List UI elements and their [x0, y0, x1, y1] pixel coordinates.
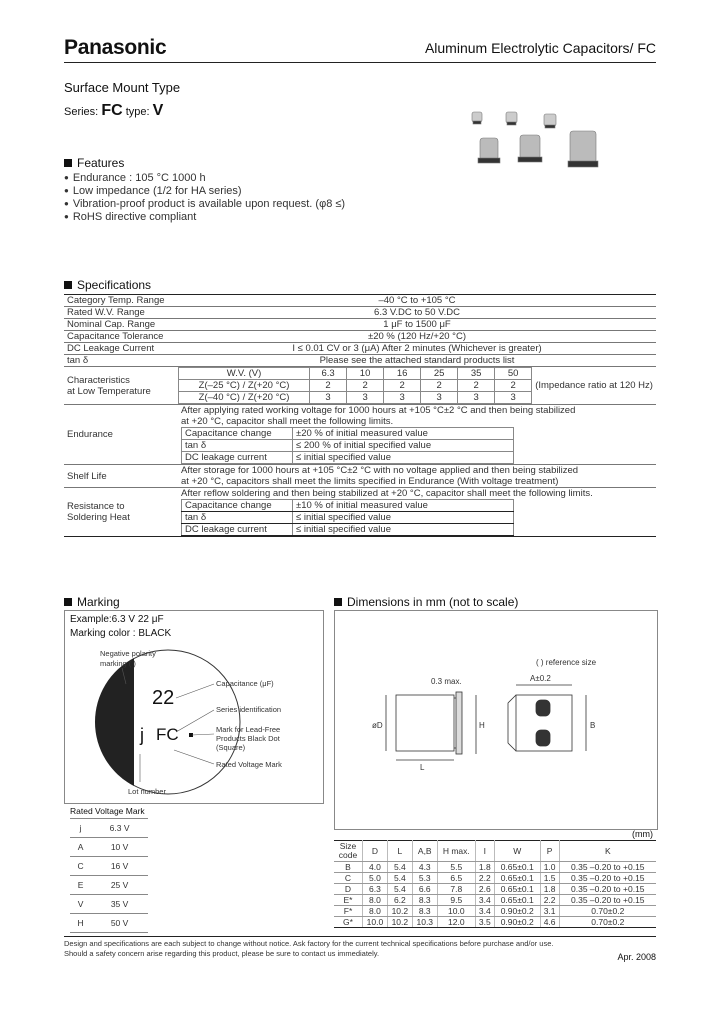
spec-row-soldering	[64, 488, 656, 537]
dim-cell: 8.0	[363, 906, 388, 917]
spec-value: I ≤ 0.01 CV or 3 (μA) After 2 minutes (Whichever is greater)	[178, 343, 656, 355]
ratio-cell: 3	[310, 392, 347, 404]
capacitor-product-image	[470, 108, 600, 183]
dim-cell: 5.4	[387, 873, 412, 884]
dim-cell: 4.3	[412, 862, 437, 873]
rvm-volt: 10 V	[91, 838, 148, 857]
features-heading: Features	[64, 156, 345, 170]
spec-name	[64, 367, 178, 405]
footer-notice	[64, 939, 553, 959]
rvm-volt: 16 V	[91, 857, 148, 876]
dim-cell: 10.3	[412, 917, 437, 928]
series-mark: FC	[156, 725, 179, 744]
dim-cell: 7.8	[437, 884, 475, 895]
dim-a-label: A±0.2	[530, 674, 551, 683]
dim-cell: 9.5	[437, 895, 475, 906]
label-polarity-2: marking ( )	[100, 659, 136, 668]
soldering-limits	[181, 499, 514, 536]
table-row	[334, 917, 656, 928]
dim-cell: 3.1	[540, 906, 559, 917]
limit-label: DC leakage current	[182, 452, 293, 464]
rvm-volt: 50 V	[91, 914, 148, 933]
dim-cell: 8.0	[363, 895, 388, 906]
dim-col-header: L	[387, 841, 412, 862]
marking-heading: Marking	[64, 595, 120, 609]
dim-col-header: A,B	[412, 841, 437, 862]
marking-color: Marking color : BLACK	[70, 628, 172, 639]
spec-name: Nominal Cap. Range	[64, 319, 178, 331]
ratio-cell: 2	[347, 380, 384, 392]
label-capacitance: Capacitance (μF)	[216, 679, 274, 688]
page-title: Aluminum Electrolytic Capacitors/ FC	[424, 40, 656, 56]
dim-cell: 5.3	[412, 873, 437, 884]
ratio-cell: 2	[458, 380, 495, 392]
voltage-cell: 25	[421, 368, 458, 380]
ratio-cell: 3	[421, 392, 458, 404]
voltage-cell: 16	[384, 368, 421, 380]
impedance-ratio-table	[178, 367, 532, 404]
spec-row	[64, 295, 656, 307]
dim-b-label: B	[590, 721, 596, 730]
dim-col-header: H max.	[437, 841, 475, 862]
label-leadfree-2: Products Black Dot	[216, 734, 280, 743]
dim-cell: 0.70±0.2	[559, 906, 656, 917]
table-row	[334, 906, 656, 917]
features-list	[64, 172, 345, 224]
reference-size-note: ( ) reference size	[536, 658, 597, 667]
dim-col-header: K	[559, 841, 656, 862]
brand-logo: Panasonic	[64, 36, 167, 59]
dim-cell: E*	[334, 895, 363, 906]
endurance-line: at +20 °C, capacitor shall meet the following limits.	[181, 416, 394, 427]
shelf-line: After storage for 1000 hours at +105 °C±2 °C with no voltage applied and then being stabilized	[181, 465, 579, 476]
endurance-limits	[181, 427, 514, 464]
dim-cell: 2.6	[475, 884, 494, 895]
rvm-mark: V	[70, 895, 91, 914]
spec-name: Endurance	[64, 405, 178, 465]
spec-value: –40 °C to +105 °C	[178, 295, 656, 307]
shelf-line: at +20 °C, capacitors shall meet the limits specified in Endurance (With voltage treatment)	[181, 476, 559, 487]
dim-cell: 0.70±0.2	[559, 917, 656, 928]
dim-cell: B	[334, 862, 363, 873]
rvm-mark: A	[70, 838, 91, 857]
label-leadfree-3: (Square)	[216, 743, 246, 752]
spec-name: tan δ	[64, 355, 178, 367]
dim-col-header: I	[475, 841, 494, 862]
table-row	[334, 873, 656, 884]
spec-name: Capacitance Tolerance	[64, 331, 178, 343]
impedance-note: (Impedance ratio at 120 Hz)	[532, 367, 656, 405]
dim-cell: 8.3	[412, 906, 437, 917]
rvm-title: Rated Voltage Mark	[70, 806, 145, 816]
dim-cell: 0.65±0.1	[494, 884, 540, 895]
limit-label: Capacitance change	[182, 500, 293, 512]
dim-cell: 2.2	[540, 895, 559, 906]
voltage-cell: 6.3	[310, 368, 347, 380]
feature-item: ● RoHS directive compliant	[64, 211, 345, 224]
dim-cell: 0.65±0.1	[494, 862, 540, 873]
limit-label: Capacitance change	[182, 428, 293, 440]
ratio-cell: 2	[421, 380, 458, 392]
feature-item: ● Endurance : 105 °C 1000 h	[64, 172, 345, 185]
dim-col-header: Size code	[334, 841, 363, 862]
dim-col-header: W	[494, 841, 540, 862]
rvm-mark: E	[70, 876, 91, 895]
dim-cell: 6.6	[412, 884, 437, 895]
spec-name: Category Temp. Range	[64, 295, 178, 307]
rvm-mark: j	[70, 819, 91, 838]
dim-cell: 5.4	[387, 862, 412, 873]
dim-cell: 10.0	[363, 917, 388, 928]
rvm-volt: 25 V	[91, 876, 148, 895]
spec-value: 6.3 V.DC to 50 V.DC	[178, 307, 656, 319]
rated-voltage-table	[70, 818, 148, 933]
limit-value: ±20 % of initial measured value	[293, 428, 514, 440]
limit-value: ≤ initial specified value	[293, 452, 514, 464]
product-subtitle: Surface Mount Type	[64, 80, 181, 95]
rvm-volt: 35 V	[91, 895, 148, 914]
spec-row	[64, 319, 656, 331]
dim-cell: D	[334, 884, 363, 895]
feature-item: ● Low impedance (1/2 for HA series)	[64, 185, 345, 198]
dim-cell: 0.65±0.1	[494, 873, 540, 884]
dim-cell: 10.2	[387, 906, 412, 917]
spec-value: Please see the attached standard products list	[178, 355, 656, 367]
header-rule	[64, 62, 656, 63]
features-section	[64, 156, 345, 224]
unit-label: (mm)	[632, 829, 653, 839]
limit-value: ≤ initial specified value	[293, 524, 514, 536]
capacitor-icon	[472, 112, 598, 167]
dim-cell: 0.35 –0.20 to +0.15	[559, 873, 656, 884]
dim-cell: 0.35 –0.20 to +0.15	[559, 895, 656, 906]
publication-date: Apr. 2008	[617, 952, 656, 962]
dim-cell: 1.8	[475, 862, 494, 873]
footer-rule	[64, 936, 656, 937]
marking-example: Example:6.3 V 22 μF	[70, 614, 164, 625]
dim-cell: 0.65±0.1	[494, 895, 540, 906]
footer-line: Design and specifications are each subject to change without notice. Ask factory for the current technical specifications before purchase and/or use.	[64, 939, 554, 948]
spec-name-line: Resistance to	[67, 501, 125, 512]
dim-cell: 0.90±0.2	[494, 917, 540, 928]
dim-l-label: L	[420, 763, 425, 772]
dim-cell: C	[334, 873, 363, 884]
dim-cell: 0.35 –0.20 to +0.15	[559, 884, 656, 895]
spec-name	[64, 488, 178, 537]
soldering-line: After reflow soldering and then being stabilized at +20 °C, capacitor shall meet the following limits.	[181, 488, 593, 499]
voltage-mark: j	[140, 725, 144, 745]
ratio-label: Z(–40 °C) / Z(+20 °C)	[179, 392, 310, 404]
spec-name-line: Soldering Heat	[67, 512, 130, 523]
footer-line: Should a safety concern arise regarding this product, please be sure to contact us immediately.	[64, 949, 380, 958]
specifications-table	[64, 294, 656, 537]
dim-cell: F*	[334, 906, 363, 917]
label-rated: Rated Voltage Mark	[216, 760, 282, 769]
max-protrusion-label: 0.3 max.	[431, 677, 462, 686]
limit-label: tan δ	[182, 440, 293, 452]
limit-value: ±10 % of initial measured value	[293, 500, 514, 512]
dim-col-header: P	[540, 841, 559, 862]
limit-value: ≤ initial specified value	[293, 512, 514, 524]
spec-name: Rated W.V. Range	[64, 307, 178, 319]
spec-row	[64, 307, 656, 319]
dimensions-heading: Dimensions in mm (not to scale)	[334, 595, 518, 609]
dim-cell: 12.0	[437, 917, 475, 928]
table-row	[334, 862, 656, 873]
rvm-volt: 6.3 V	[91, 819, 148, 838]
marking-diagram	[64, 640, 322, 800]
ratio-cell: 2	[384, 380, 421, 392]
specifications-heading: Specifications	[64, 278, 151, 292]
rvm-mark: H	[70, 914, 91, 933]
spec-value: 1 μF to 1500 μF	[178, 319, 656, 331]
dim-cell: 6.2	[387, 895, 412, 906]
dimension-drawing	[336, 650, 654, 780]
dim-d-label: øD	[372, 721, 383, 730]
spec-row	[64, 355, 656, 367]
dim-cell: 6.5	[437, 873, 475, 884]
negative-polarity-band	[95, 658, 134, 786]
spec-name-line: at Low Temperature	[67, 385, 151, 397]
dim-cell: 6.3	[363, 884, 388, 895]
voltage-cell: 50	[495, 368, 532, 380]
dimensions-table	[334, 840, 656, 928]
spec-row-low-temp	[64, 367, 656, 405]
dim-cell: 10.0	[437, 906, 475, 917]
rvm-mark: C	[70, 857, 91, 876]
ratio-cell: 3	[384, 392, 421, 404]
wv-label: W.V. (V)	[179, 368, 310, 380]
table-row	[334, 895, 656, 906]
ratio-cell: 2	[495, 380, 532, 392]
dimensions-header-row	[334, 841, 656, 862]
dim-cell: 1.5	[540, 873, 559, 884]
spec-row-shelf	[64, 465, 656, 488]
label-lot: Lot number	[128, 787, 166, 796]
capacitance-mark: 22	[152, 687, 175, 709]
dim-cell: 5.4	[387, 884, 412, 895]
dim-cell: 3.4	[475, 895, 494, 906]
endurance-line: After applying rated working voltage for 1000 hours at +105 °C±2 °C and then being stabilized	[181, 405, 576, 416]
dim-cell: 0.35 –0.20 to +0.15	[559, 862, 656, 873]
series-line	[64, 102, 163, 120]
voltage-cell: 10	[347, 368, 384, 380]
series-value: FC	[101, 102, 123, 119]
type-label: type:	[125, 106, 150, 118]
label-leadfree: Mark for Lead-Free	[216, 725, 281, 734]
label-series: Series identification	[216, 705, 282, 714]
dim-h-label: H	[479, 721, 485, 730]
ratio-cell: 3	[458, 392, 495, 404]
dim-cell: 8.3	[412, 895, 437, 906]
spec-row-endurance	[64, 405, 656, 465]
dim-cell: 5.0	[363, 873, 388, 884]
spec-value: ±20 % (120 Hz/+20 °C)	[178, 331, 656, 343]
ratio-label: Z(–25 °C) / Z(+20 °C)	[179, 380, 310, 392]
ratio-cell: 2	[310, 380, 347, 392]
dim-cell: 3.5	[475, 917, 494, 928]
type-value: V	[152, 102, 164, 119]
spec-name-line: Characteristics	[67, 374, 130, 386]
voltage-cell: 35	[458, 368, 495, 380]
spec-row	[64, 331, 656, 343]
feature-item: ● Vibration-proof product is available upon request. (φ8 ≤)	[64, 198, 345, 211]
dim-cell: 5.5	[437, 862, 475, 873]
dim-cell: 3.4	[475, 906, 494, 917]
limit-value: ≤ 200 % of initial specified value	[293, 440, 514, 452]
series-label: Series:	[64, 106, 99, 118]
spec-name: DC Leakage Current	[64, 343, 178, 355]
dim-cell: G*	[334, 917, 363, 928]
table-row	[334, 884, 656, 895]
dim-cell: 1.8	[540, 884, 559, 895]
spec-name: Shelf Life	[64, 465, 178, 488]
dim-cell: 10.2	[387, 917, 412, 928]
limit-label: DC leakage current	[182, 524, 293, 536]
label-polarity: Negative polarity	[100, 649, 156, 658]
limit-label: tan δ	[182, 512, 293, 524]
dim-col-header: D	[363, 841, 388, 862]
dim-cell: 4.0	[363, 862, 388, 873]
ratio-cell: 3	[495, 392, 532, 404]
capacitor-side-view	[396, 695, 454, 751]
dim-cell: 0.90±0.2	[494, 906, 540, 917]
dim-cell: 2.2	[475, 873, 494, 884]
ratio-cell: 3	[347, 392, 384, 404]
dim-cell: 1.0	[540, 862, 559, 873]
spec-row	[64, 343, 656, 355]
dim-cell: 4.6	[540, 917, 559, 928]
